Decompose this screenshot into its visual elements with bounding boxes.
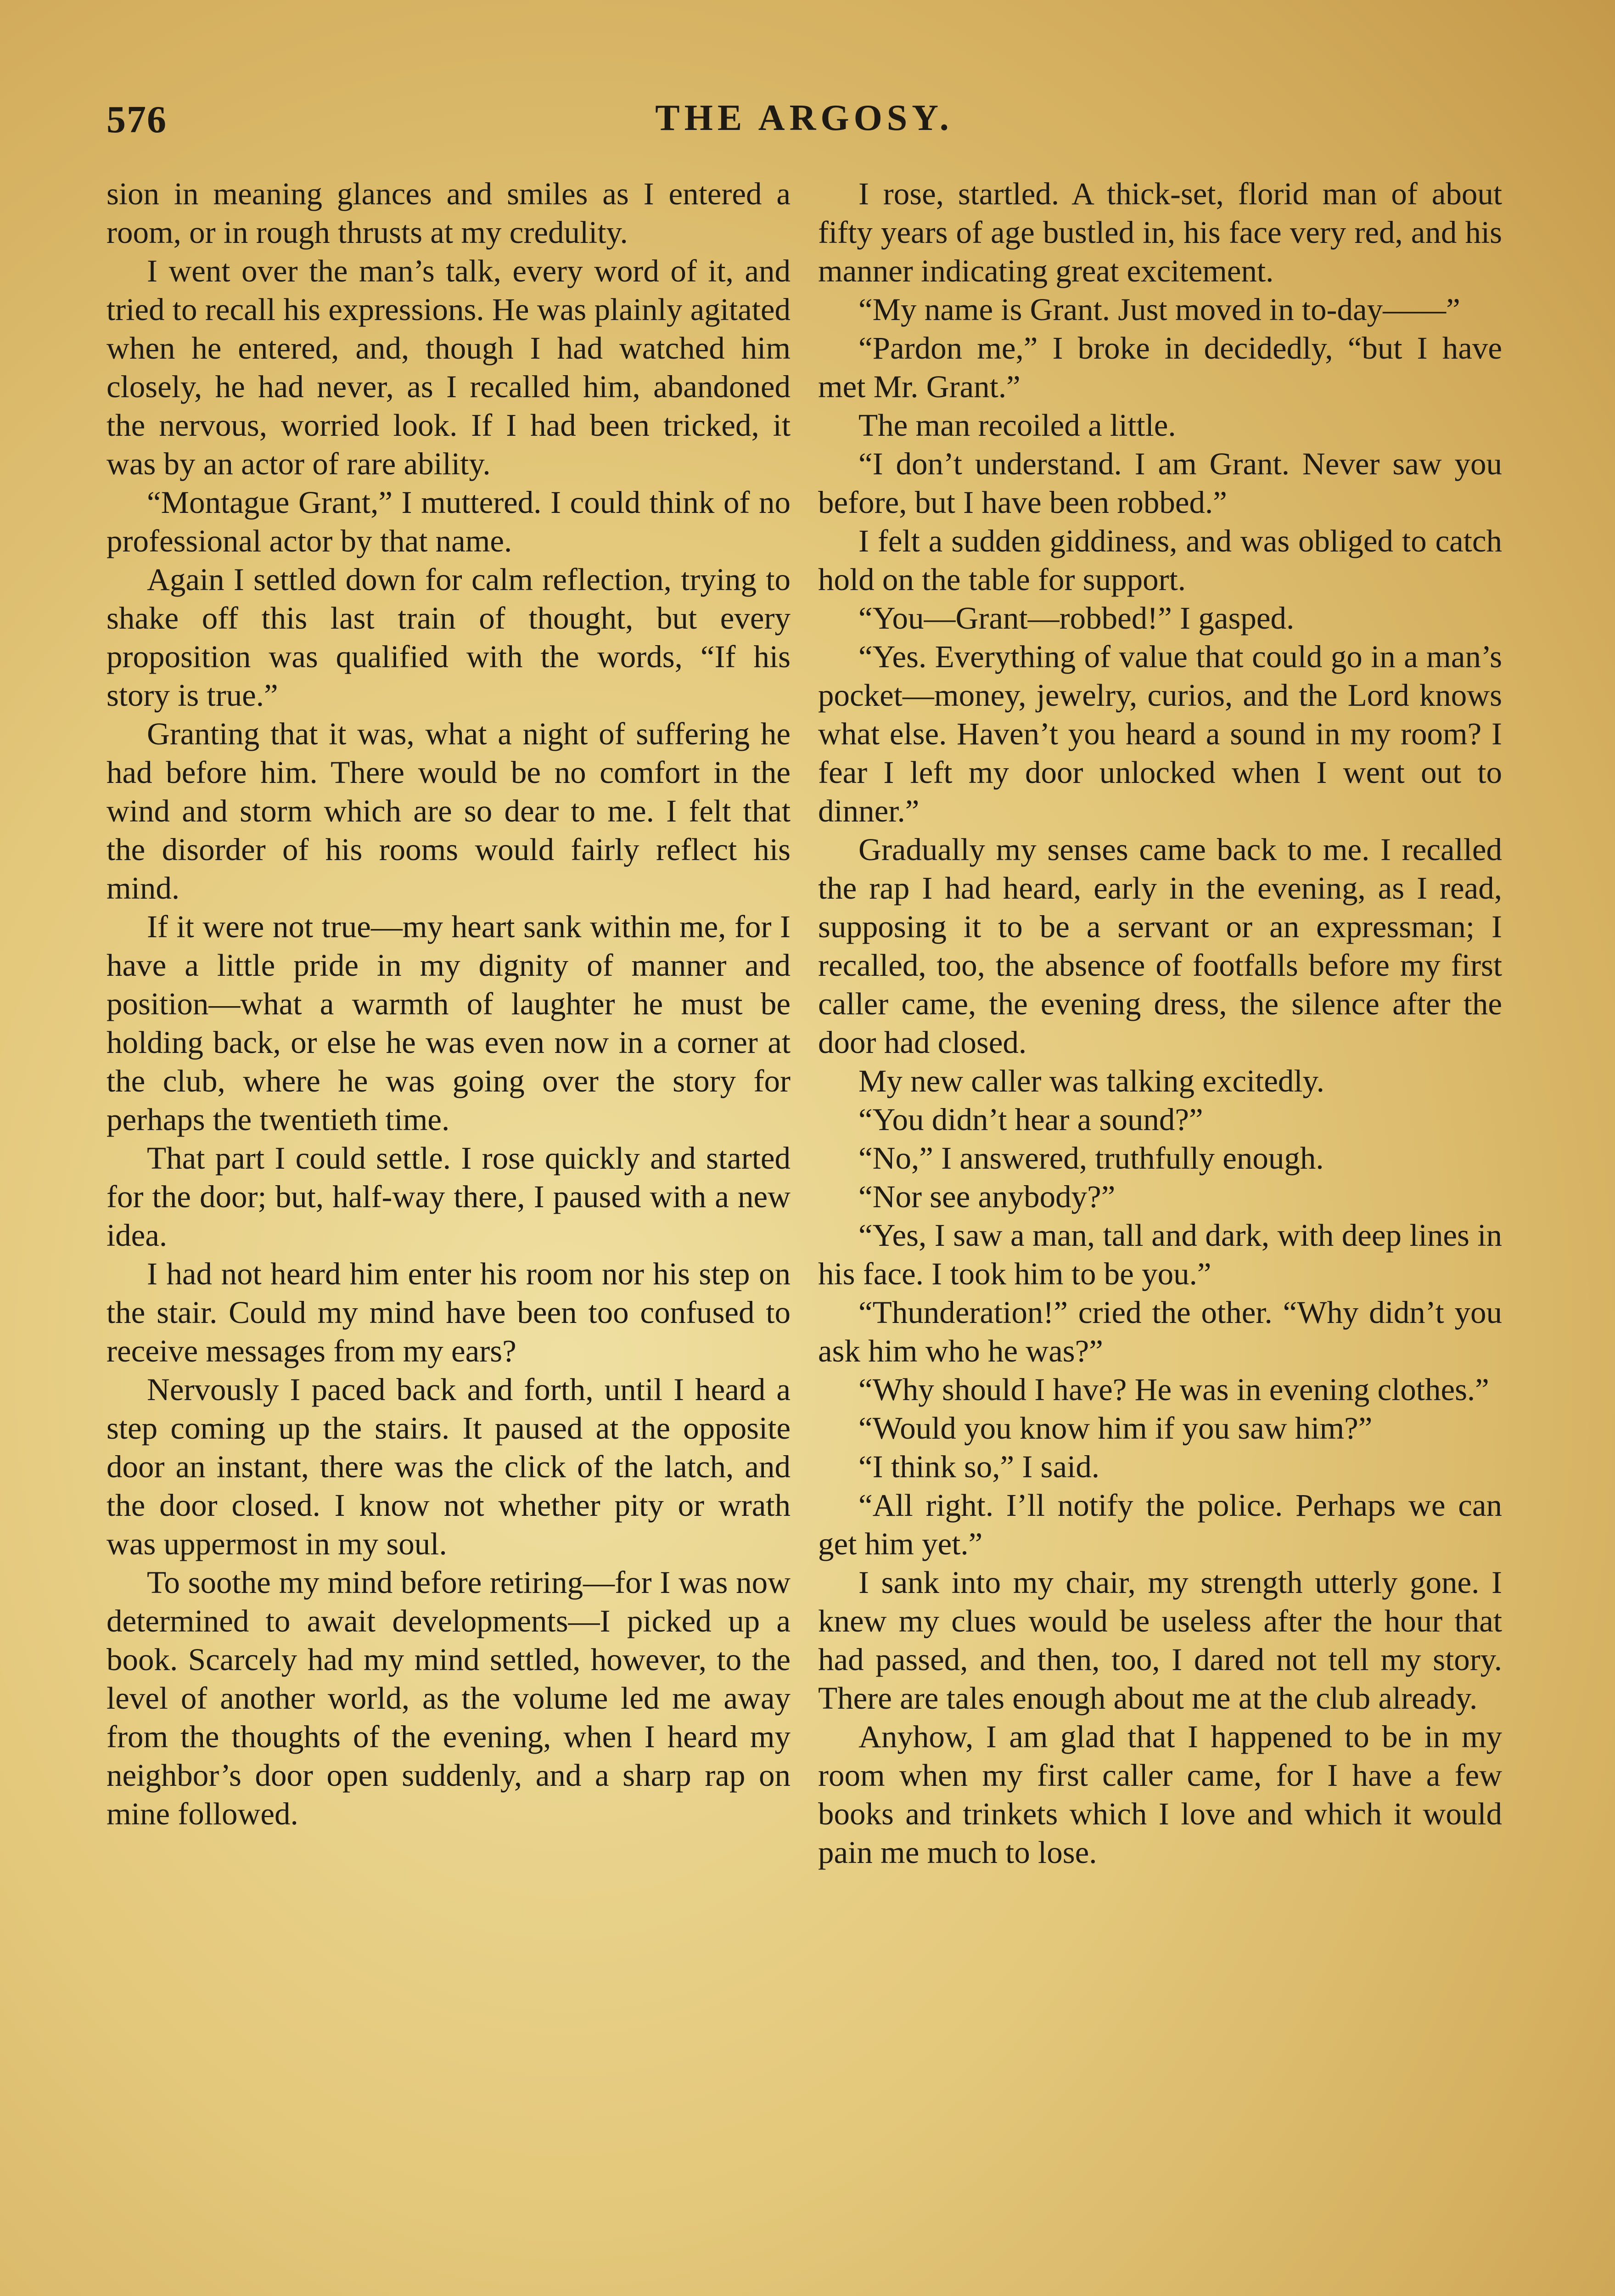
right-column: [818, 174, 1502, 2296]
paragraph: “You didn’t hear a sound?”: [858, 1102, 1203, 1137]
paragraph: “I don’t understand. I am Grant. Never saw you before, but I have been robbed.”: [818, 446, 1502, 520]
paragraph: “Why should I have? He was in evening clothes.”: [858, 1372, 1489, 1407]
paragraph: I rose, startled. A thick-set, florid man of about fifty years of age bustled in, his face very red, and his manner indicating great excitement.: [818, 176, 1502, 288]
paragraph: “Thunderation!” cried the other. “Why didn’t you ask him who he was?”: [818, 1295, 1502, 1368]
paragraph: “Pardon me,” I broke in decidedly, “but I have met Mr. Grant.”: [818, 331, 1502, 404]
paragraph: “No,” I answered, truthfully enough.: [858, 1141, 1324, 1176]
paragraph: That part I could settle. I rose quickly and started for the door; but, half-way there, I paused with a new idea.: [107, 1141, 791, 1253]
paragraph: Granting that it was, what a night of suffering he had before him. There would be no comfort in the wind and storm which are so dear to me. I felt that the disorder of his rooms would fairly reflect his mind.: [107, 716, 791, 906]
paragraph: “My name is Grant. Just moved in to-day——”: [858, 292, 1460, 327]
paragraph: “Would you know him if you saw him?”: [858, 1411, 1373, 1446]
paragraph: Gradually my senses came back to me. I recalled the rap I had heard, early in the evening, as I read, supposing it to be a servant or an expressman; I recalled, too, the absence of footfalls before my first caller came, the evening dress, the silence after the door had closed.: [818, 832, 1502, 1060]
paragraph: “You—Grant—robbed!” I gasped.: [858, 601, 1295, 636]
paragraph: sion in meaning glances and smiles as I entered a room, or in rough thrusts at my credulity.: [107, 176, 791, 250]
paragraph: “Montague Grant,” I muttered. I could think of no professional actor by that name.: [107, 485, 791, 558]
paragraph: “Yes. Everything of value that could go in a man’s pocket—money, jewelry, curios, and the Lord knows what else. Haven’t you heard a sound in my room? I fear I left my door unlocked when I went out to dinner.”: [818, 639, 1502, 828]
page-number: 576: [107, 98, 167, 141]
paragraph: “I think so,” I said.: [858, 1449, 1100, 1484]
paragraph: The man recoiled a little.: [858, 408, 1176, 443]
paragraph: Again I settled down for calm reflection, trying to shake off this last train of thought, but every proposition was qualified with the words, “If his story is true.”: [107, 562, 791, 713]
paragraph: I went over the man’s talk, every word of it, and tried to recall his expressions. He was plainly agitated when he entered, and, though I had watched him closely, he had never, as I recalled him, abandoned the nervous, worried look. If I had been tricked, it was by an actor of rare ability.: [107, 253, 791, 481]
paragraph: Anyhow, I am glad that I happened to be in my room when my first caller came, for I have a few books and trinkets which I love and which it would pain me much to lose.: [818, 1719, 1502, 1870]
paragraph: I felt a sudden giddiness, and was obliged to catch hold on the table for support.: [818, 523, 1502, 597]
paragraph: “All right. I’ll notify the police. Perhaps we can get him yet.”: [818, 1488, 1502, 1561]
paragraph: I sank into my chair, my strength utterly gone. I knew my clues would be useless after the hour that had passed, and then, too, I dared not tell my story. There are tales enough about me at the club already.: [818, 1565, 1502, 1716]
paragraph: I had not heard him enter his room nor his step on the stair. Could my mind have been too confused to receive messages from my ears?: [107, 1256, 791, 1368]
running-head: THE ARGOSY.: [655, 98, 953, 138]
paragraph: To soothe my mind before retiring—for I was now determined to await developments—I picked up a book. Scarcely had my mind settled, however, to the level of another world, as the volume led me away from the thoughts of the evening, when I heard my neighbor’s door open suddenly, and a sharp rap on mine followed.: [107, 1565, 791, 1831]
left-column: [107, 174, 791, 2296]
paragraph: Nervously I paced back and forth, until I heard a step coming up the stairs. It paused at the opposite door an instant, there was the click of the latch, and the door closed. I know not whether pity or wrath was uppermost in my soul.: [107, 1372, 791, 1561]
page-header: [107, 97, 1502, 152]
paragraph: My new caller was talking excitedly.: [858, 1064, 1324, 1098]
paragraph: “Yes, I saw a man, tall and dark, with deep lines in his face. I took him to be you.”: [818, 1218, 1502, 1291]
paragraph: If it were not true—my heart sank within me, for I have a little pride in my dignity of manner and position—what a warmth of laughter he must be holding back, or else he was even now in a corner at the club, where he was going over the story for perhaps the twentieth time.: [107, 909, 791, 1137]
paragraph: “Nor see anybody?”: [858, 1179, 1116, 1214]
